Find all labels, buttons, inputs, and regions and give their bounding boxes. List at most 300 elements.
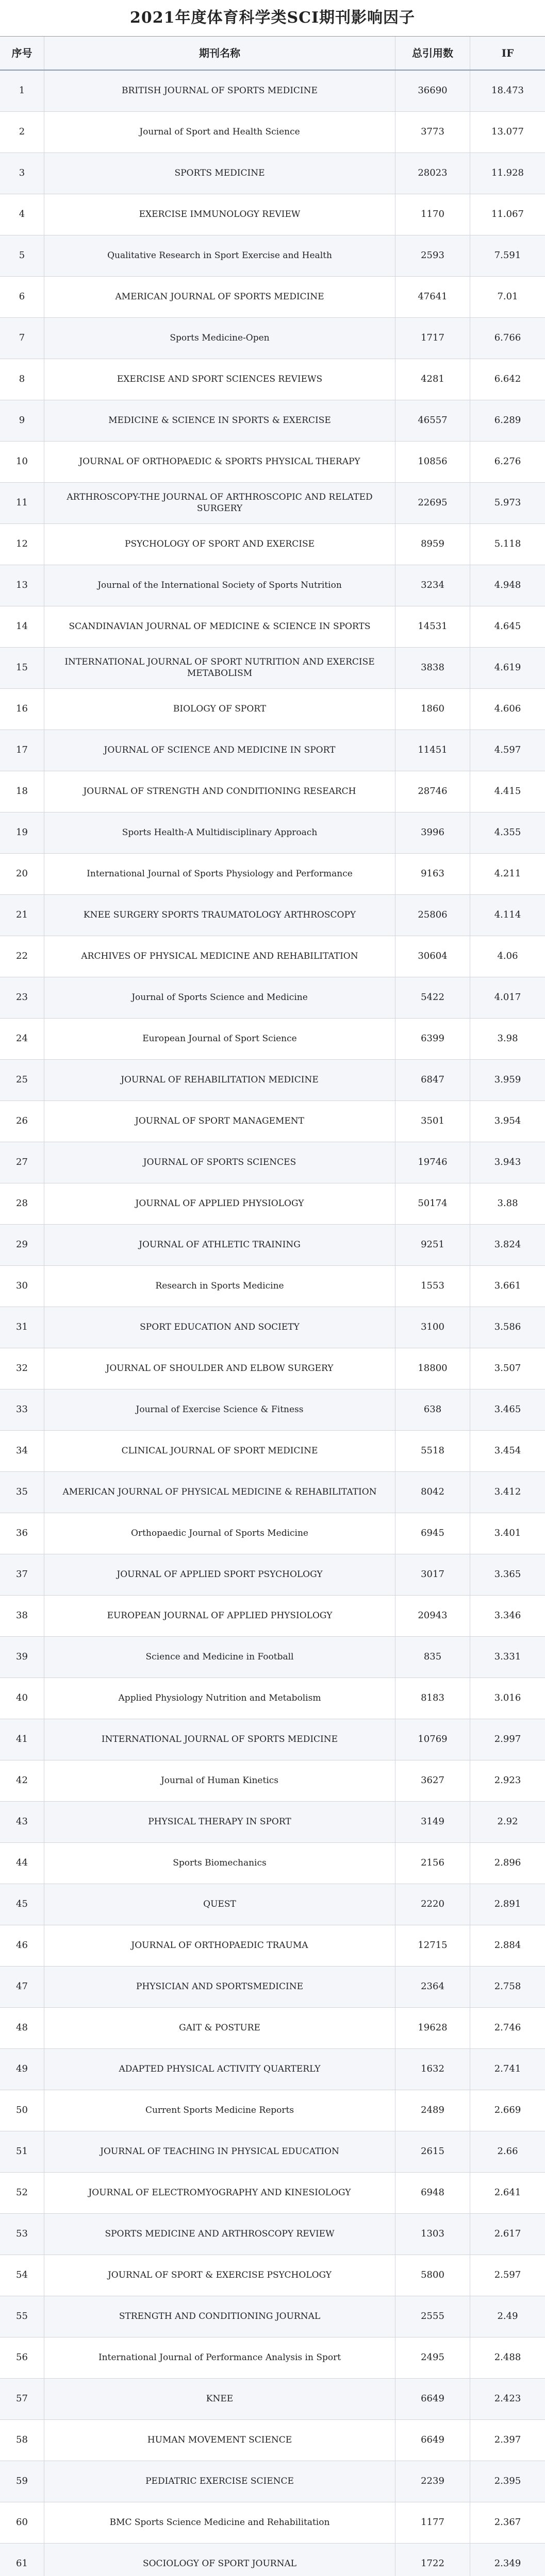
total-citations: 12715 xyxy=(395,1925,470,1966)
table-row xyxy=(0,812,545,854)
row-index: 54 xyxy=(0,2255,44,2296)
total-citations: 2364 xyxy=(395,1967,470,2007)
impact-factor: 3.586 xyxy=(494,1321,521,1333)
total-citations: 3996 xyxy=(395,812,470,853)
impact-factor: 2.669 xyxy=(494,2105,521,2116)
journal-name: Journal of Exercise Science & Fitness xyxy=(44,1389,395,1430)
table-row xyxy=(0,153,545,194)
row-index: 3 xyxy=(0,153,44,194)
table-row xyxy=(0,1307,545,1348)
journal-name: ARCHIVES OF PHYSICAL MEDICINE AND REHABILITATION xyxy=(44,936,395,977)
impact-factor: 3.346 xyxy=(494,1610,521,1621)
row-index: 27 xyxy=(0,1142,44,1183)
table-row xyxy=(0,1101,545,1142)
total-citations: 3017 xyxy=(395,1554,470,1595)
journal-name: JOURNAL OF SCIENCE AND MEDICINE IN SPORT xyxy=(44,730,395,771)
row-index: 35 xyxy=(0,1472,44,1513)
row-index: 16 xyxy=(0,689,44,730)
table-row xyxy=(0,771,545,812)
journal-table xyxy=(0,36,545,2576)
table-row xyxy=(0,1060,545,1101)
journal-name: SCANDINAVIAN JOURNAL OF MEDICINE & SCIENCE IN SPORTS xyxy=(44,606,395,647)
row-index: 28 xyxy=(0,1183,44,1224)
table-row xyxy=(0,565,545,606)
table-row xyxy=(0,2461,545,2502)
total-citations: 19628 xyxy=(395,2008,470,2048)
impact-factor: 3.943 xyxy=(494,1157,521,1168)
row-index: 48 xyxy=(0,2008,44,2048)
impact-factor: 11.067 xyxy=(491,209,524,220)
total-citations: 20943 xyxy=(395,1596,470,1636)
total-citations: 3627 xyxy=(395,1760,470,1801)
table-row xyxy=(0,648,545,689)
impact-factor: 3.016 xyxy=(494,1692,521,1704)
journal-name: BRITISH JOURNAL OF SPORTS MEDICINE xyxy=(44,71,395,111)
journal-name: JOURNAL OF SPORT & EXERCISE PSYCHOLOGY xyxy=(44,2255,395,2296)
total-citations: 3100 xyxy=(395,1307,470,1348)
total-citations: 6649 xyxy=(395,2420,470,2461)
row-index: 22 xyxy=(0,936,44,977)
total-citations: 9163 xyxy=(395,854,470,894)
impact-factor: 2.423 xyxy=(494,2393,521,2404)
journal-name: INTERNATIONAL JOURNAL OF SPORTS MEDICINE xyxy=(44,1719,395,1760)
impact-factor: 3.88 xyxy=(497,1198,518,1209)
impact-factor: 4.017 xyxy=(494,992,521,1003)
total-citations: 3773 xyxy=(395,112,470,152)
journal-name: Sports Biomechanics xyxy=(44,1843,395,1884)
row-index: 9 xyxy=(0,400,44,441)
total-citations: 5422 xyxy=(395,977,470,1018)
total-citations: 6948 xyxy=(395,2173,470,2213)
journal-name: Journal of Sports Science and Medicine xyxy=(44,977,395,1018)
total-citations: 3234 xyxy=(395,565,470,606)
table-row xyxy=(0,1596,545,1637)
total-citations: 6399 xyxy=(395,1019,470,1059)
journal-name: AMERICAN JOURNAL OF SPORTS MEDICINE xyxy=(44,277,395,317)
table-row xyxy=(0,442,545,483)
table-row xyxy=(0,1142,545,1183)
impact-factor: 4.06 xyxy=(497,951,518,962)
row-index: 43 xyxy=(0,1802,44,1842)
journal-name: KNEE xyxy=(44,2379,395,2419)
journal-name: PEDIATRIC EXERCISE SCIENCE xyxy=(44,2461,395,2502)
impact-factor: 6.766 xyxy=(494,332,521,344)
row-index: 58 xyxy=(0,2420,44,2461)
total-citations: 3149 xyxy=(395,1802,470,1842)
total-citations: 2239 xyxy=(395,2461,470,2502)
table-row xyxy=(0,854,545,895)
total-citations: 1860 xyxy=(395,689,470,730)
total-citations: 36690 xyxy=(395,71,470,111)
page-title: 2021年度体育科学类SCI期刊影响因子 xyxy=(129,9,416,27)
total-citations: 2555 xyxy=(395,2296,470,2337)
journal-name: ADAPTED PHYSICAL ACTIVITY QUARTERLY xyxy=(44,2049,395,2090)
journal-name: PSYCHOLOGY OF SPORT AND EXERCISE xyxy=(44,524,395,565)
total-citations: 6847 xyxy=(395,1060,470,1100)
table-row xyxy=(0,977,545,1019)
table-row xyxy=(0,1225,545,1266)
table-row xyxy=(0,1183,545,1225)
row-index: 47 xyxy=(0,1967,44,2007)
row-index: 40 xyxy=(0,1678,44,1719)
impact-factor: 2.617 xyxy=(494,2228,521,2240)
impact-factor: 2.896 xyxy=(494,1857,521,1869)
impact-factor: 2.66 xyxy=(497,2146,518,2157)
row-index: 44 xyxy=(0,1843,44,1884)
journal-name: CLINICAL JOURNAL OF SPORT MEDICINE xyxy=(44,1431,395,1471)
journal-name: Research in Sports Medicine xyxy=(44,1266,395,1307)
total-citations: 8959 xyxy=(395,524,470,565)
row-index: 29 xyxy=(0,1225,44,1265)
total-citations: 22695 xyxy=(395,483,470,523)
table-row xyxy=(0,895,545,936)
row-index: 30 xyxy=(0,1266,44,1307)
table-row xyxy=(0,1348,545,1389)
impact-factor: 4.645 xyxy=(494,621,521,632)
impact-factor: 4.619 xyxy=(494,662,521,673)
table-row xyxy=(0,112,545,153)
row-index: 18 xyxy=(0,771,44,812)
total-citations: 10856 xyxy=(395,442,470,482)
row-index: 7 xyxy=(0,318,44,359)
table-header-row xyxy=(0,37,545,71)
journal-name: JOURNAL OF APPLIED SPORT PSYCHOLOGY xyxy=(44,1554,395,1595)
journal-name: JOURNAL OF SPORT MANAGEMENT xyxy=(44,1101,395,1142)
row-index: 37 xyxy=(0,1554,44,1595)
row-index: 17 xyxy=(0,730,44,771)
total-citations: 19746 xyxy=(395,1142,470,1183)
table-row xyxy=(0,1389,545,1431)
row-index: 32 xyxy=(0,1348,44,1389)
row-index: 36 xyxy=(0,1513,44,1554)
impact-factor: 3.824 xyxy=(494,1239,521,1250)
journal-name: Orthopaedic Journal of Sports Medicine xyxy=(44,1513,395,1554)
journal-name: Journal of Human Kinetics xyxy=(44,1760,395,1801)
row-index: 15 xyxy=(0,648,44,688)
impact-factor: 5.973 xyxy=(494,497,521,509)
total-citations: 5800 xyxy=(395,2255,470,2296)
table-row xyxy=(0,277,545,318)
impact-factor: 3.465 xyxy=(494,1404,521,1415)
row-index: 46 xyxy=(0,1925,44,1966)
row-index: 59 xyxy=(0,2461,44,2502)
impact-factor: 3.365 xyxy=(494,1569,521,1580)
journal-name: Journal of Sport and Health Science xyxy=(44,112,395,152)
journal-name: QUEST xyxy=(44,1884,395,1925)
row-index: 11 xyxy=(0,483,44,523)
total-citations: 5518 xyxy=(395,1431,470,1471)
row-index: 14 xyxy=(0,606,44,647)
row-index: 57 xyxy=(0,2379,44,2419)
impact-factor: 3.412 xyxy=(494,1486,521,1498)
journal-name: ARTHROSCOPY-THE JOURNAL OF ARTHROSCOPIC AND RELATED SURGERY xyxy=(44,483,395,523)
table-row xyxy=(0,1513,545,1554)
journal-name: SOCIOLOGY OF SPORT JOURNAL xyxy=(44,2544,395,2576)
total-citations: 11451 xyxy=(395,730,470,771)
total-citations: 835 xyxy=(395,1637,470,1677)
journal-name: HUMAN MOVEMENT SCIENCE xyxy=(44,2420,395,2461)
journal-name: International Journal of Sports Physiology and Performance xyxy=(44,854,395,894)
total-citations: 1177 xyxy=(395,2502,470,2543)
table-row xyxy=(0,1843,545,1884)
table-row xyxy=(0,2049,545,2090)
table-row xyxy=(0,1760,545,1802)
impact-factor: 4.415 xyxy=(494,786,521,797)
impact-factor: 2.884 xyxy=(494,1940,521,1951)
total-citations: 3501 xyxy=(395,1101,470,1142)
table-row xyxy=(0,2502,545,2544)
total-citations: 18800 xyxy=(395,1348,470,1389)
impact-factor: 3.959 xyxy=(494,1074,521,1086)
table-row xyxy=(0,1802,545,1843)
impact-factor: 2.597 xyxy=(494,2269,521,2281)
row-index: 12 xyxy=(0,524,44,565)
table-row xyxy=(0,1925,545,1967)
table-row xyxy=(0,483,545,524)
journal-name: MEDICINE & SCIENCE IN SPORTS & EXERCISE xyxy=(44,400,395,441)
journal-name: International Journal of Performance Analysis in Sport xyxy=(44,2337,395,2378)
total-citations: 30604 xyxy=(395,936,470,977)
table-row xyxy=(0,235,545,277)
row-index: 53 xyxy=(0,2214,44,2255)
table-row xyxy=(0,2337,545,2379)
journal-name: PHYSICAL THERAPY IN SPORT xyxy=(44,1802,395,1842)
row-index: 42 xyxy=(0,1760,44,1801)
impact-factor: 6.289 xyxy=(494,415,521,426)
impact-factor: 7.01 xyxy=(497,291,518,302)
impact-factor: 5.118 xyxy=(494,538,521,550)
row-index: 61 xyxy=(0,2544,44,2576)
journal-name: SPORTS MEDICINE xyxy=(44,153,395,194)
total-citations: 638 xyxy=(395,1389,470,1430)
total-citations: 4281 xyxy=(395,359,470,400)
journal-name: AMERICAN JOURNAL OF PHYSICAL MEDICINE & REHABILITATION xyxy=(44,1472,395,1513)
journal-name: Journal of the International Society of Sports Nutrition xyxy=(44,565,395,606)
total-citations: 2593 xyxy=(395,235,470,276)
impact-factor: 3.661 xyxy=(494,1280,521,1292)
total-citations: 2615 xyxy=(395,2131,470,2172)
row-index: 33 xyxy=(0,1389,44,1430)
table-row xyxy=(0,2214,545,2255)
impact-factor: 18.473 xyxy=(491,85,524,96)
row-index: 45 xyxy=(0,1884,44,1925)
table-row xyxy=(0,2379,545,2420)
table-body xyxy=(0,71,545,2576)
row-index: 39 xyxy=(0,1637,44,1677)
row-index: 21 xyxy=(0,895,44,936)
total-citations: 2220 xyxy=(395,1884,470,1925)
journal-name: INTERNATIONAL JOURNAL OF SPORT NUTRITION AND EXERCISE METABOLISM xyxy=(44,648,395,688)
total-citations: 50174 xyxy=(395,1183,470,1224)
row-index: 6 xyxy=(0,277,44,317)
journal-name: Sports Health-A Multidisciplinary Approach xyxy=(44,812,395,853)
table-row xyxy=(0,2296,545,2337)
table-row xyxy=(0,2420,545,2461)
row-index: 8 xyxy=(0,359,44,400)
total-citations: 8183 xyxy=(395,1678,470,1719)
total-citations: 2156 xyxy=(395,1843,470,1884)
journal-name: SPORTS MEDICINE AND ARTHROSCOPY REVIEW xyxy=(44,2214,395,2255)
impact-factor: 7.591 xyxy=(494,250,521,261)
row-index: 52 xyxy=(0,2173,44,2213)
row-index: 13 xyxy=(0,565,44,606)
total-citations: 8042 xyxy=(395,1472,470,1513)
total-citations: 6945 xyxy=(395,1513,470,1554)
journal-name: EUROPEAN JOURNAL OF APPLIED PHYSIOLOGY xyxy=(44,1596,395,1636)
impact-factor: 2.891 xyxy=(494,1899,521,1910)
journal-name: JOURNAL OF STRENGTH AND CONDITIONING RESEARCH xyxy=(44,771,395,812)
impact-factor: 11.928 xyxy=(491,167,524,179)
table-row xyxy=(0,1967,545,2008)
total-citations: 25806 xyxy=(395,895,470,936)
journal-name: KNEE SURGERY SPORTS TRAUMATOLOGY ARTHROSCOPY xyxy=(44,895,395,936)
impact-factor: 4.597 xyxy=(494,744,521,756)
row-index: 41 xyxy=(0,1719,44,1760)
table-row xyxy=(0,2090,545,2131)
journal-name: Applied Physiology Nutrition and Metabolism xyxy=(44,1678,395,1719)
impact-factor: 13.077 xyxy=(491,126,524,138)
row-index: 60 xyxy=(0,2502,44,2543)
total-citations: 9251 xyxy=(395,1225,470,1265)
total-citations: 1717 xyxy=(395,318,470,359)
table-row xyxy=(0,1719,545,1760)
impact-factor: 6.642 xyxy=(494,374,521,385)
impact-factor: 2.758 xyxy=(494,1981,521,1992)
total-citations: 46557 xyxy=(395,400,470,441)
total-citations: 1303 xyxy=(395,2214,470,2255)
table-row xyxy=(0,730,545,771)
journal-name: SPORT EDUCATION AND SOCIETY xyxy=(44,1307,395,1348)
total-citations: 2489 xyxy=(395,2090,470,2131)
table-row xyxy=(0,1266,545,1307)
impact-factor: 3.401 xyxy=(494,1528,521,1539)
table-row xyxy=(0,1554,545,1596)
journal-name: JOURNAL OF SPORTS SCIENCES xyxy=(44,1142,395,1183)
impact-factor: 3.98 xyxy=(497,1033,518,1044)
row-index: 55 xyxy=(0,2296,44,2337)
impact-factor: 2.49 xyxy=(497,2311,518,2322)
journal-name: JOURNAL OF APPLIED PHYSIOLOGY xyxy=(44,1183,395,1224)
journal-name: JOURNAL OF ORTHOPAEDIC TRAUMA xyxy=(44,1925,395,1966)
impact-factor: 2.741 xyxy=(494,2063,521,2075)
impact-factor: 2.997 xyxy=(494,1734,521,1745)
journal-name: Sports Medicine-Open xyxy=(44,318,395,359)
impact-factor: 2.746 xyxy=(494,2022,521,2033)
row-index: 38 xyxy=(0,1596,44,1636)
row-index: 31 xyxy=(0,1307,44,1348)
table-row xyxy=(0,2255,545,2296)
header-total-citations: 总引用数 xyxy=(395,37,470,70)
impact-factor: 4.211 xyxy=(494,868,521,879)
impact-factor: 2.395 xyxy=(494,2476,521,2487)
impact-factor: 6.276 xyxy=(494,456,521,467)
row-index: 2 xyxy=(0,112,44,152)
total-citations: 1553 xyxy=(395,1266,470,1307)
impact-factor: 2.923 xyxy=(494,1775,521,1786)
row-index: 51 xyxy=(0,2131,44,2172)
impact-factor: 2.641 xyxy=(494,2187,521,2198)
total-citations: 1722 xyxy=(395,2544,470,2576)
row-index: 24 xyxy=(0,1019,44,1059)
row-index: 1 xyxy=(0,71,44,111)
table-row xyxy=(0,1678,545,1719)
table-row xyxy=(0,318,545,359)
impact-factor: 4.114 xyxy=(494,909,521,921)
impact-factor: 4.355 xyxy=(494,827,521,838)
table-row xyxy=(0,936,545,977)
impact-factor: 3.507 xyxy=(494,1363,521,1374)
total-citations: 1632 xyxy=(395,2049,470,2090)
row-index: 23 xyxy=(0,977,44,1018)
journal-name: PHYSICIAN AND SPORTSMEDICINE xyxy=(44,1967,395,2007)
journal-name: European Journal of Sport Science xyxy=(44,1019,395,1059)
row-index: 56 xyxy=(0,2337,44,2378)
journal-name: Current Sports Medicine Reports xyxy=(44,2090,395,2131)
journal-name: BIOLOGY OF SPORT xyxy=(44,689,395,730)
row-index: 10 xyxy=(0,442,44,482)
impact-factor: 2.367 xyxy=(494,2517,521,2528)
journal-name: BMC Sports Science Medicine and Rehabilitation xyxy=(44,2502,395,2543)
table-row xyxy=(0,606,545,648)
table-row xyxy=(0,1019,545,1060)
table-row xyxy=(0,71,545,112)
total-citations: 3838 xyxy=(395,648,470,688)
row-index: 5 xyxy=(0,235,44,276)
journal-name: EXERCISE AND SPORT SCIENCES REVIEWS xyxy=(44,359,395,400)
table-row xyxy=(0,689,545,730)
table-row xyxy=(0,2544,545,2576)
table-row xyxy=(0,1431,545,1472)
impact-factor: 4.948 xyxy=(494,580,521,591)
impact-factor: 2.92 xyxy=(497,1816,518,1827)
total-citations: 1170 xyxy=(395,194,470,235)
row-index: 34 xyxy=(0,1431,44,1471)
impact-factor: 3.331 xyxy=(494,1651,521,1663)
row-index: 19 xyxy=(0,812,44,853)
table-row xyxy=(0,524,545,565)
journal-name: JOURNAL OF ATHLETIC TRAINING xyxy=(44,1225,395,1265)
total-citations: 47641 xyxy=(395,277,470,317)
table-row xyxy=(0,1884,545,1925)
table-row xyxy=(0,2173,545,2214)
table-row xyxy=(0,2008,545,2049)
header-impact-factor: IF xyxy=(501,46,514,59)
row-index: 50 xyxy=(0,2090,44,2131)
journal-name: Qualitative Research in Sport Exercise and Health xyxy=(44,235,395,276)
total-citations: 28746 xyxy=(395,771,470,812)
table-row xyxy=(0,400,545,442)
impact-factor: 2.488 xyxy=(494,2352,521,2363)
impact-factor: 2.349 xyxy=(494,2558,521,2569)
total-citations: 6649 xyxy=(395,2379,470,2419)
table-row xyxy=(0,2131,545,2173)
journal-name: Science and Medicine in Football xyxy=(44,1637,395,1677)
row-index: 20 xyxy=(0,854,44,894)
total-citations: 10769 xyxy=(395,1719,470,1760)
header-index: 序号 xyxy=(0,37,44,70)
table-row xyxy=(0,1472,545,1513)
row-index: 26 xyxy=(0,1101,44,1142)
journal-name: GAIT & POSTURE xyxy=(44,2008,395,2048)
journal-name: JOURNAL OF REHABILITATION MEDICINE xyxy=(44,1060,395,1100)
header-journal-name: 期刊名称 xyxy=(44,37,395,70)
total-citations: 2495 xyxy=(395,2337,470,2378)
journal-name: STRENGTH AND CONDITIONING JOURNAL xyxy=(44,2296,395,2337)
total-citations: 14531 xyxy=(395,606,470,647)
row-index: 4 xyxy=(0,194,44,235)
impact-factor: 4.606 xyxy=(494,703,521,715)
journal-name: EXERCISE IMMUNOLOGY REVIEW xyxy=(44,194,395,235)
